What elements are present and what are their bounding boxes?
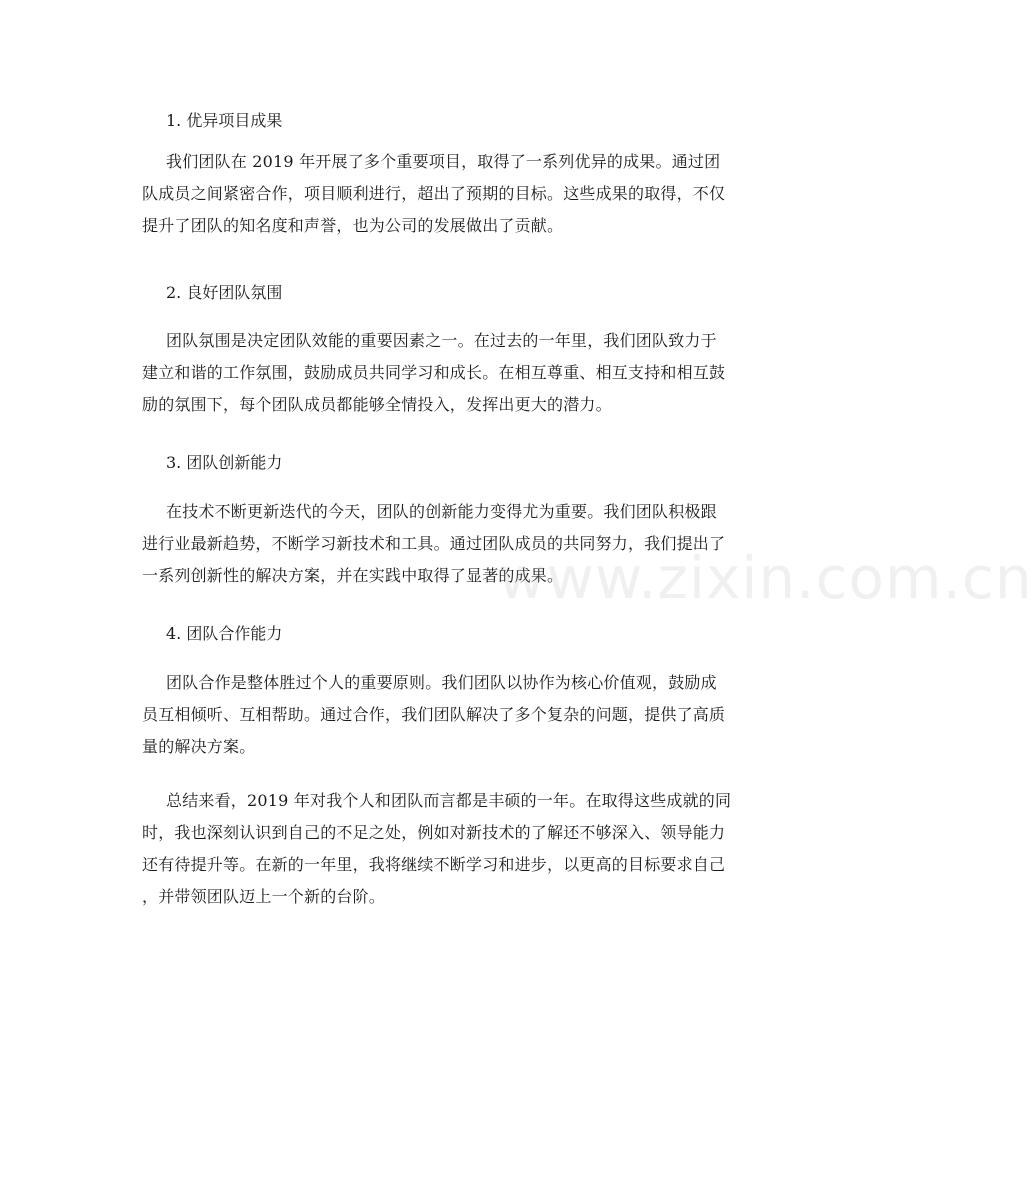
- paragraph-line: 量的解决方案。: [142, 737, 256, 756]
- paragraph-line: 我们团队在 2019 年开展了多个重要项目，取得了一系列优异的成果。通过团: [166, 152, 721, 171]
- paragraph-line: 励的氛围下，每个团队成员都能够全情投入，发挥出更大的潜力。: [142, 395, 612, 414]
- section-paragraph-1: [142, 146, 782, 242]
- section-heading-3: 3. 团队创新能力: [166, 453, 283, 472]
- paragraph-line: 团队合作是整体胜过个人的重要原则。我们团队以协作为核心价值观，鼓励成: [166, 673, 717, 692]
- paragraph-line: 团队氛围是决定团队效能的重要因素之一。在过去的一年里，我们团队致力于: [166, 331, 717, 350]
- paragraph-line: 总结来看，2019 年对我个人和团队而言都是丰硕的一年。在取得这些成就的同: [166, 791, 732, 810]
- section-paragraph-3: [142, 496, 782, 592]
- paragraph-line: 建立和谐的工作氛围，鼓励成员共同学习和成长。在相互尊重、相互支持和相互鼓: [142, 363, 726, 382]
- watermark-text: www.zixin.com.cn: [498, 544, 1033, 612]
- paragraph-line: 时，我也深刻认识到自己的不足之处，例如对新技术的了解还不够深入、领导能力: [142, 823, 726, 842]
- paragraph-line: ，并带领团队迈上一个新的台阶。: [142, 887, 386, 906]
- paragraph-line: 员互相倾听、互相帮助。通过合作，我们团队解决了多个复杂的问题，提供了高质: [142, 705, 726, 724]
- paragraph-line: 还有待提升等。在新的一年里，我将继续不断学习和进步，以更高的目标要求自己: [142, 855, 726, 874]
- paragraph-line: 提升了团队的知名度和声誉，也为公司的发展做出了贡献。: [142, 216, 564, 235]
- paragraph-line: 进行业最新趋势，不断学习新技术和工具。通过团队成员的共同努力，我们提出了: [142, 534, 726, 553]
- conclusion-paragraph: [142, 785, 782, 913]
- section-paragraph-4: [142, 667, 782, 763]
- section-heading-2: 2. 良好团队氛围: [166, 283, 283, 302]
- section-paragraph-2: [142, 325, 782, 421]
- paragraph-line: 在技术不断更新迭代的今天，团队的创新能力变得尤为重要。我们团队积极跟: [166, 502, 717, 521]
- paragraph-line: 一系列创新性的解决方案，并在实践中取得了显著的成果。: [142, 566, 564, 585]
- section-heading-4: 4. 团队合作能力: [166, 624, 283, 643]
- paragraph-line: 队成员之间紧密合作，项目顺利进行，超出了预期的目标。这些成果的取得，不仅: [142, 184, 726, 203]
- section-heading-1: 1. 优异项目成果: [166, 111, 283, 130]
